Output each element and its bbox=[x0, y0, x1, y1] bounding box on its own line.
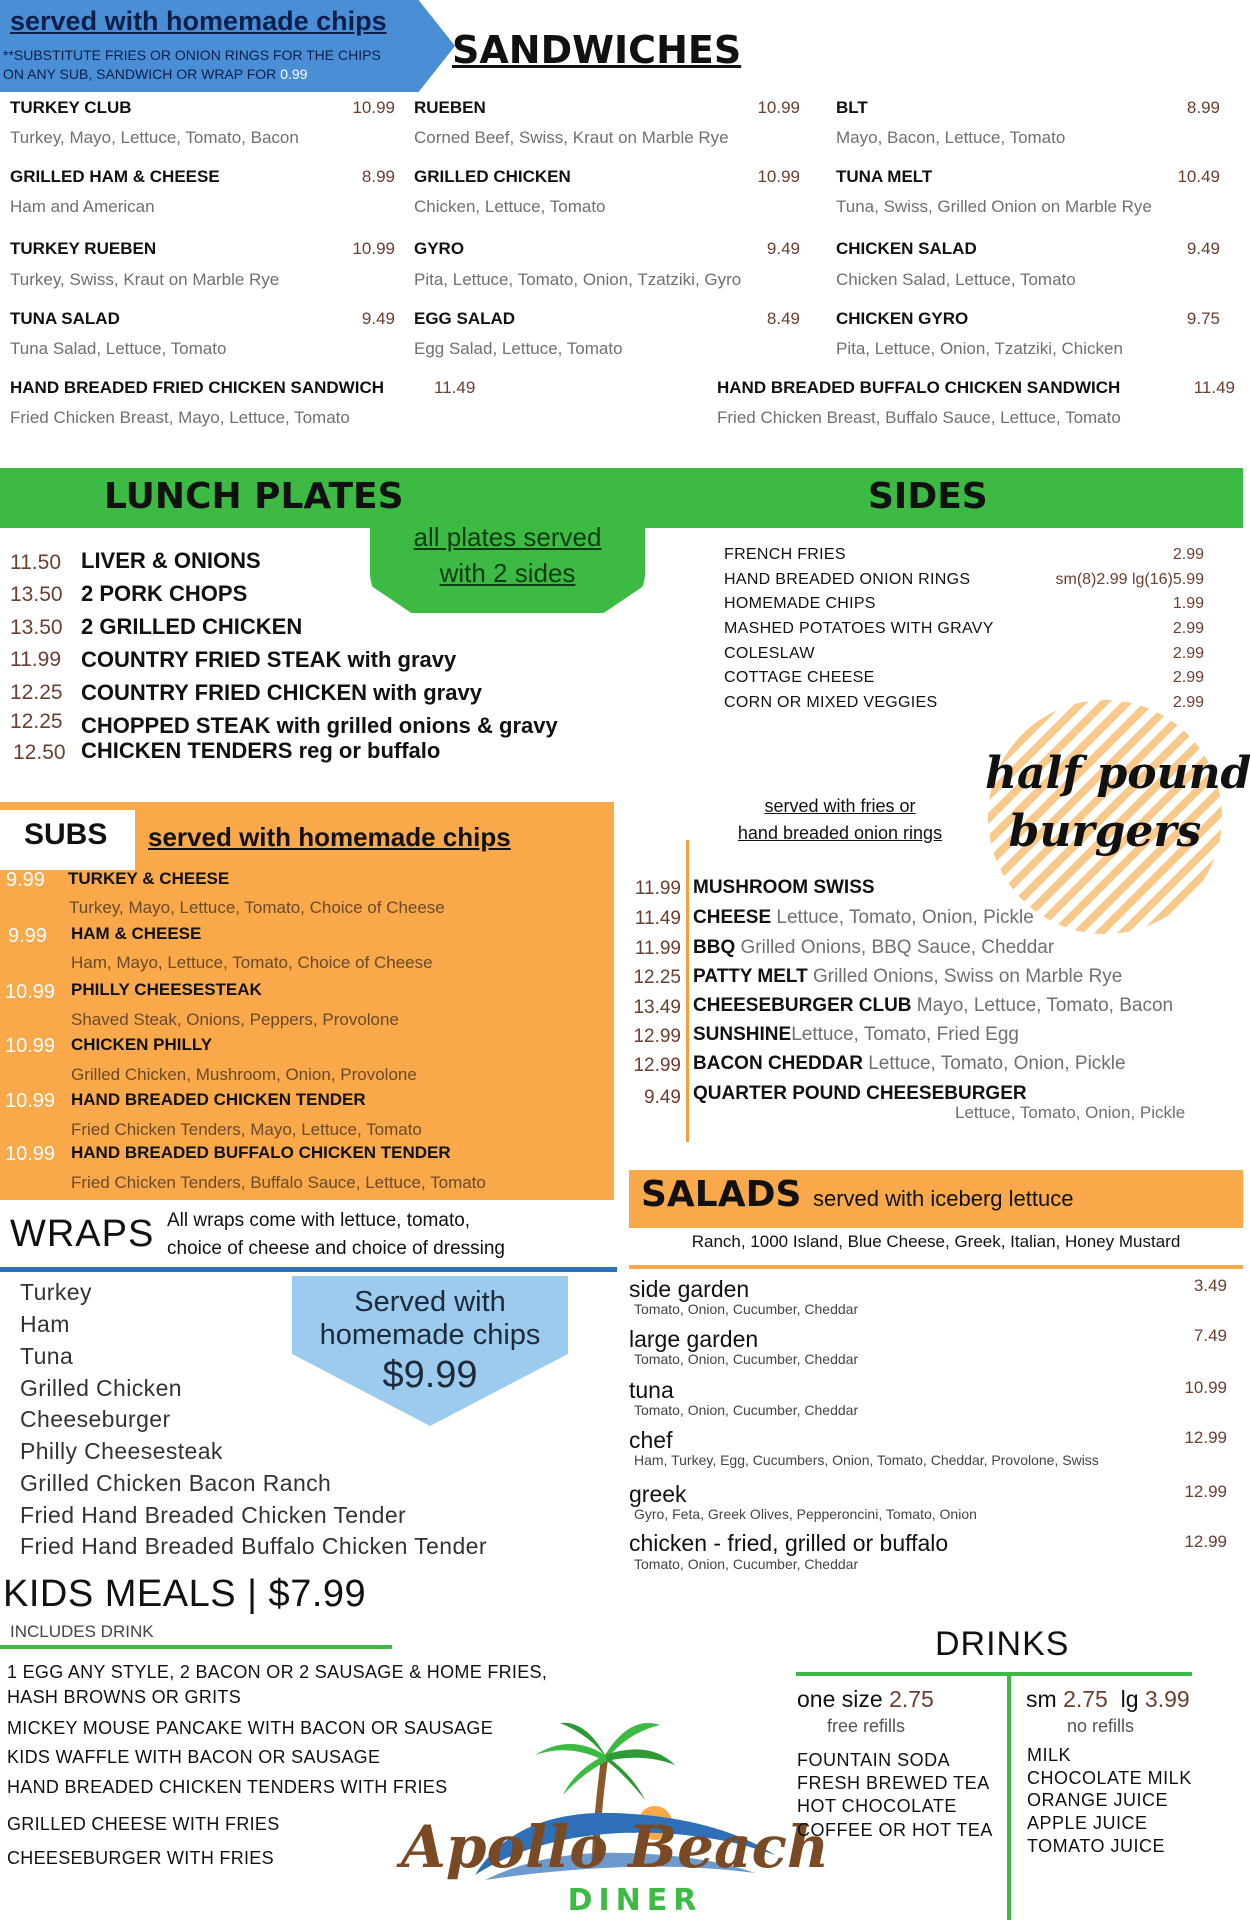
menu-item-desc: Mayo, Bacon, Lettuce, Tomato bbox=[836, 128, 1066, 147]
salads-divider bbox=[629, 1265, 1243, 1269]
plate-name: COUNTRY FRIED STEAK with gravy bbox=[81, 647, 457, 672]
wrap-item: Tuna bbox=[20, 1343, 74, 1369]
salad-desc: Gyro, Feta, Greek Olives, Pepperoncini, Tomato, Onion bbox=[634, 1506, 977, 1522]
plate-price: 13.50 bbox=[10, 583, 63, 606]
drinks-column-divider bbox=[1007, 1672, 1011, 1920]
side-name: HAND BREADED ONION RINGS bbox=[724, 571, 971, 588]
kids-meals-subtitle: INCLUDES DRINK bbox=[10, 1622, 154, 1641]
burgers-title-line1: half pound bbox=[985, 748, 1251, 799]
plate-name: LIVER & ONIONS bbox=[81, 548, 261, 573]
drinks-divider bbox=[796, 1672, 1192, 1676]
plate-name: CHICKEN TENDERS reg or buffalo bbox=[81, 738, 441, 763]
plate-price: 11.50 bbox=[10, 551, 61, 574]
sub-price: 10.99 bbox=[5, 1143, 56, 1165]
burger-row: PATTY MELT Grilled Onions, Swiss on Marble Rye bbox=[693, 966, 1123, 987]
side-name: CORN OR MIXED VEGGIES bbox=[724, 694, 938, 711]
drinks-right-refill: no refills bbox=[1067, 1716, 1135, 1736]
logo-sub: DINER bbox=[567, 1883, 703, 1918]
wrap-item: Grilled Chicken bbox=[20, 1375, 182, 1401]
apollo-beach-diner-logo bbox=[400, 1715, 830, 1920]
lunch-plates-title: LUNCH PLATES bbox=[104, 476, 404, 517]
sub-name: HAND BREADED CHICKEN TENDER bbox=[71, 1090, 366, 1109]
menu-item-price: 10.49 bbox=[1177, 167, 1220, 186]
drinks-left-refill: free refills bbox=[827, 1716, 906, 1736]
logo-name: Apollo Beach bbox=[400, 1813, 830, 1881]
sub-desc: Fried Chicken Tenders, Mayo, Lettuce, Tomato bbox=[71, 1120, 422, 1139]
menu-item-name: EGG SALAD bbox=[414, 309, 516, 328]
sub-price: 9.99 bbox=[8, 925, 47, 947]
menu-item-name: HAND BREADED FRIED CHICKEN SANDWICH bbox=[10, 378, 384, 397]
burger-price: 9.49 bbox=[644, 1087, 681, 1108]
menu-item-desc: Turkey, Swiss, Kraut on Marble Rye bbox=[10, 270, 280, 289]
burger-row: SUNSHINELettuce, Tomato, Fried Egg bbox=[693, 1024, 1019, 1045]
wrap-item: Philly Cheesesteak bbox=[20, 1438, 223, 1464]
menu-item-price: 8.99 bbox=[1186, 98, 1220, 117]
drink-item: CHOCOLATE MILK bbox=[1027, 1768, 1192, 1788]
menu-item-price: 9.49 bbox=[361, 309, 395, 328]
menu-item-desc: Egg Salad, Lettuce, Tomato bbox=[414, 339, 623, 358]
salad-desc: Ham, Turkey, Egg, Cucumbers, Onion, Tomato, Cheddar, Provolone, Swiss bbox=[634, 1452, 1099, 1468]
menu-item-name: TUNA SALAD bbox=[10, 309, 120, 328]
salad-price: 10.99 bbox=[1184, 1378, 1227, 1397]
burger-price: 11.99 bbox=[634, 938, 681, 959]
burger-desc: Lettuce, Tomato, Onion, Pickle bbox=[955, 1103, 1186, 1122]
banner-title: served with homemade chips bbox=[10, 6, 387, 36]
sub-desc: Ham, Mayo, Lettuce, Tomato, Choice of Cheese bbox=[71, 953, 433, 972]
wraps-served-line1: Served with bbox=[354, 1286, 506, 1318]
wraps-title: WRAPS bbox=[10, 1213, 155, 1255]
kids-item: HAND BREADED CHICKEN TENDERS WITH FRIES bbox=[7, 1777, 448, 1797]
sub-name: TURKEY & CHEESE bbox=[68, 869, 230, 888]
plate-price: 12.50 bbox=[13, 741, 66, 764]
sub-desc: Fried Chicken Tenders, Buffalo Sauce, Lettuce, Tomato bbox=[71, 1173, 486, 1192]
menu-item-name: GRILLED HAM & CHEESE bbox=[10, 167, 220, 186]
menu-item-name: CHICKEN SALAD bbox=[836, 239, 977, 258]
wrap-item: Cheeseburger bbox=[20, 1406, 171, 1432]
side-name: COLESLAW bbox=[724, 645, 815, 662]
side-price: 2.99 bbox=[1172, 645, 1204, 662]
side-price: 1.99 bbox=[1172, 595, 1204, 612]
wrap-item: Fried Hand Breaded Chicken Tender bbox=[20, 1502, 407, 1528]
subs-title: SUBS bbox=[24, 818, 108, 851]
kids-item: MICKEY MOUSE PANCAKE WITH BACON OR SAUSAGE bbox=[7, 1718, 494, 1738]
drink-item: COFFEE OR HOT TEA bbox=[797, 1820, 993, 1840]
burger-row: CHEESE Lettuce, Tomato, Onion, Pickle bbox=[693, 907, 1034, 928]
plate-name: CHOPPED STEAK with grilled onions & gravy bbox=[81, 713, 558, 738]
side-name: FRENCH FRIES bbox=[724, 546, 846, 563]
side-name: MASHED POTATOES WITH GRAVY bbox=[724, 620, 994, 637]
menu-item-price: 10.99 bbox=[757, 167, 800, 186]
burger-row: MUSHROOM SWISS bbox=[693, 877, 875, 898]
menu-item-price: 9.49 bbox=[766, 239, 800, 258]
burger-row: BACON CHEDDAR Lettuce, Tomato, Onion, Pickle bbox=[693, 1053, 1126, 1074]
drink-item: APPLE JUICE bbox=[1027, 1813, 1148, 1833]
burger-price: 13.49 bbox=[633, 997, 681, 1018]
burgers-note-line2: hand breaded onion rings bbox=[737, 823, 943, 843]
burger-row: QUARTER POUND CHEESEBURGER bbox=[693, 1083, 1027, 1104]
burger-price: 11.99 bbox=[634, 878, 681, 899]
wrap-item: Turkey bbox=[20, 1279, 92, 1305]
burgers-title-line2: burgers bbox=[1008, 806, 1202, 857]
wrap-item: Grilled Chicken Bacon Ranch bbox=[20, 1470, 332, 1496]
drink-item: MILK bbox=[1027, 1745, 1072, 1765]
drink-item: FRESH BREWED TEA bbox=[797, 1773, 990, 1793]
sub-name: HAND BREADED BUFFALO CHICKEN TENDER bbox=[71, 1143, 451, 1162]
salad-desc: Tomato, Onion, Cucumber, Cheddar bbox=[634, 1301, 859, 1317]
salad-name: chicken - fried, grilled or buffalo bbox=[629, 1530, 949, 1556]
sub-name: PHILLY CHEESESTEAK bbox=[71, 980, 262, 999]
menu-item-price: 8.49 bbox=[766, 309, 800, 328]
plate-price: 12.25 bbox=[10, 710, 63, 733]
wraps-note-line2: choice of cheese and choice of dressing bbox=[167, 1238, 505, 1259]
menu-item-desc: Fried Chicken Breast, Mayo, Lettuce, Tomato bbox=[10, 408, 350, 427]
menu-item-price: 8.99 bbox=[361, 167, 395, 186]
salad-name: large garden bbox=[629, 1326, 759, 1352]
sub-desc: Shaved Steak, Onions, Peppers, Provolone bbox=[71, 1010, 399, 1029]
menu-item-name: GRILLED CHICKEN bbox=[414, 167, 571, 186]
menu-item-desc: Chicken Salad, Lettuce, Tomato bbox=[836, 270, 1076, 289]
menu-item-name: RUEBEN bbox=[414, 98, 486, 117]
salads-title: SALADS bbox=[641, 1174, 802, 1215]
side-price: 2.99 bbox=[1172, 669, 1204, 686]
drinks-left-head: one size 2.75 bbox=[797, 1686, 934, 1712]
salad-name: side garden bbox=[629, 1276, 750, 1302]
burger-price: 12.99 bbox=[633, 1055, 681, 1076]
menu-item-desc: Ham and American bbox=[10, 197, 155, 216]
salad-desc: Tomato, Onion, Cucumber, Cheddar bbox=[634, 1402, 859, 1418]
drink-item: HOT CHOCOLATE bbox=[797, 1796, 957, 1816]
banner-note: **SUBSTITUTE FRIES OR ONION RINGS FOR THE CHIPS ON ANY SUB, SANDWICH OR WRAP FOR 0.99 bbox=[3, 47, 381, 82]
kids-meals-title: KIDS MEALS | $7.99 bbox=[3, 1573, 367, 1615]
sides-title: SIDES bbox=[868, 476, 988, 517]
plate-price: 13.50 bbox=[10, 616, 63, 639]
wrap-item: Ham bbox=[20, 1311, 70, 1337]
kids-item: CHEESEBURGER WITH FRIES bbox=[7, 1848, 274, 1868]
salad-desc: Tomato, Onion, Cucumber, Cheddar bbox=[634, 1556, 859, 1572]
plate-name: 2 GRILLED CHICKEN bbox=[81, 614, 303, 639]
side-price: 2.99 bbox=[1172, 694, 1204, 711]
sub-name: CHICKEN PHILLY bbox=[71, 1035, 213, 1054]
menu-item-name: TUNA MELT bbox=[836, 167, 933, 186]
wraps-divider bbox=[0, 1267, 617, 1272]
drink-item: TOMATO JUICE bbox=[1027, 1836, 1166, 1856]
menu-item-price: 10.99 bbox=[352, 239, 395, 258]
sub-desc: Turkey, Mayo, Lettuce, Tomato, Choice of Cheese bbox=[69, 898, 445, 917]
plate-name: COUNTRY FRIED CHICKEN with gravy bbox=[81, 680, 482, 705]
burgers-divider bbox=[686, 840, 689, 1142]
wrap-item: Fried Hand Breaded Buffalo Chicken Tender bbox=[20, 1533, 487, 1559]
menu-item-name: TURKEY CLUB bbox=[10, 98, 132, 117]
salad-dressings: Ranch, 1000 Island, Blue Cheese, Greek, Italian, Honey Mustard bbox=[691, 1232, 1181, 1251]
wraps-price: $9.99 bbox=[382, 1354, 478, 1396]
menu-item-name: GYRO bbox=[414, 239, 465, 258]
sub-price: 10.99 bbox=[5, 1090, 56, 1112]
kids-item: GRILLED CHEESE WITH FRIES bbox=[7, 1814, 280, 1834]
drink-item: ORANGE JUICE bbox=[1027, 1790, 1169, 1810]
salad-name: chef bbox=[629, 1427, 673, 1453]
menu-item-price: 10.99 bbox=[352, 98, 395, 117]
menu-item-name: CHICKEN GYRO bbox=[836, 309, 969, 328]
menu-item-name: BLT bbox=[836, 98, 868, 117]
salad-price: 3.49 bbox=[1193, 1276, 1227, 1295]
subs-served: served with homemade chips bbox=[148, 822, 511, 852]
side-price: 2.99 bbox=[1172, 620, 1204, 637]
burger-row: BBQ Grilled Onions, BBQ Sauce, Cheddar bbox=[693, 937, 1055, 958]
side-name: HOMEMADE CHIPS bbox=[724, 595, 876, 612]
menu-item-desc: Tuna Salad, Lettuce, Tomato bbox=[10, 339, 227, 358]
salad-name: greek bbox=[629, 1481, 687, 1507]
menu-item-desc: Chicken, Lettuce, Tomato bbox=[414, 197, 606, 216]
menu-item-desc: Turkey, Mayo, Lettuce, Tomato, Bacon bbox=[10, 128, 299, 147]
menu-item-desc: Corned Beef, Swiss, Kraut on Marble Rye bbox=[414, 128, 729, 147]
salad-desc: Tomato, Onion, Cucumber, Cheddar bbox=[634, 1351, 859, 1367]
side-price: 2.99 bbox=[1172, 546, 1204, 563]
menu-item-desc: Fried Chicken Breast, Buffalo Sauce, Lettuce, Tomato bbox=[717, 408, 1121, 427]
kids-item: HASH BROWNS OR GRITS bbox=[7, 1687, 242, 1707]
menu-item-price: 11.49 bbox=[434, 378, 476, 397]
menu-item-price: 9.75 bbox=[1186, 309, 1220, 328]
salad-price: 12.99 bbox=[1184, 1428, 1227, 1447]
salad-price: 7.49 bbox=[1193, 1326, 1227, 1345]
menu-item-desc: Pita, Lettuce, Onion, Tzatziki, Chicken bbox=[836, 339, 1123, 358]
menu-item-price: 9.49 bbox=[1186, 239, 1220, 258]
salads-note: served with iceberg lettuce bbox=[813, 1186, 1074, 1211]
drink-item: FOUNTAIN SODA bbox=[797, 1750, 951, 1770]
plate-price: 12.25 bbox=[10, 681, 63, 704]
burger-row: CHEESEBURGER CLUB Mayo, Lettuce, Tomato, Bacon bbox=[693, 995, 1174, 1016]
plate-price: 11.99 bbox=[10, 648, 61, 671]
salad-price: 12.99 bbox=[1184, 1532, 1227, 1551]
salad-price: 12.99 bbox=[1184, 1482, 1227, 1501]
kids-divider bbox=[0, 1645, 392, 1649]
menu-item-desc: Pita, Lettuce, Tomato, Onion, Tzatziki, Gyro bbox=[414, 270, 742, 289]
menu-item-desc: Tuna, Swiss, Grilled Onion on Marble Rye bbox=[836, 197, 1152, 216]
kids-item: KIDS WAFFLE WITH BACON OR SAUSAGE bbox=[7, 1747, 381, 1767]
sub-price: 10.99 bbox=[5, 1035, 56, 1057]
sub-desc: Grilled Chicken, Mushroom, Onion, Provolone bbox=[71, 1065, 417, 1084]
sandwiches-title: SANDWICHES bbox=[452, 28, 742, 72]
sub-name: HAM & CHEESE bbox=[71, 924, 202, 943]
plates-note-line2: with 2 sides bbox=[439, 558, 576, 588]
wraps-note-line1: All wraps come with lettuce, tomato, bbox=[167, 1210, 471, 1231]
plate-name: 2 PORK CHOPS bbox=[81, 581, 248, 606]
drinks-title: DRINKS bbox=[935, 1625, 1070, 1663]
drinks-right-head: sm 2.75 lg 3.99 bbox=[1026, 1686, 1190, 1712]
plates-note-line1: all plates served bbox=[413, 522, 602, 552]
kids-item: 1 EGG ANY STYLE, 2 BACON OR 2 SAUSAGE & HOME FRIES, bbox=[7, 1662, 548, 1682]
salad-name: tuna bbox=[629, 1377, 674, 1403]
side-name: COTTAGE CHEESE bbox=[724, 669, 875, 686]
side-price: sm(8)2.99 lg(16)5.99 bbox=[1055, 571, 1204, 588]
wraps-served-line2: homemade chips bbox=[319, 1319, 541, 1351]
sub-price: 9.99 bbox=[6, 869, 45, 891]
burger-price: 11.49 bbox=[634, 908, 681, 929]
sub-price: 10.99 bbox=[5, 981, 56, 1003]
burger-price: 12.99 bbox=[633, 1026, 681, 1047]
menu-item-name: HAND BREADED BUFFALO CHICKEN SANDWICH bbox=[717, 378, 1121, 397]
menu-item-price: 10.99 bbox=[757, 98, 800, 117]
burgers-note-line1: served with fries or bbox=[764, 796, 916, 816]
menu-item-name: TURKEY RUEBEN bbox=[10, 239, 157, 258]
menu-item-price: 11.49 bbox=[1193, 378, 1235, 397]
burger-price: 12.25 bbox=[633, 967, 681, 988]
